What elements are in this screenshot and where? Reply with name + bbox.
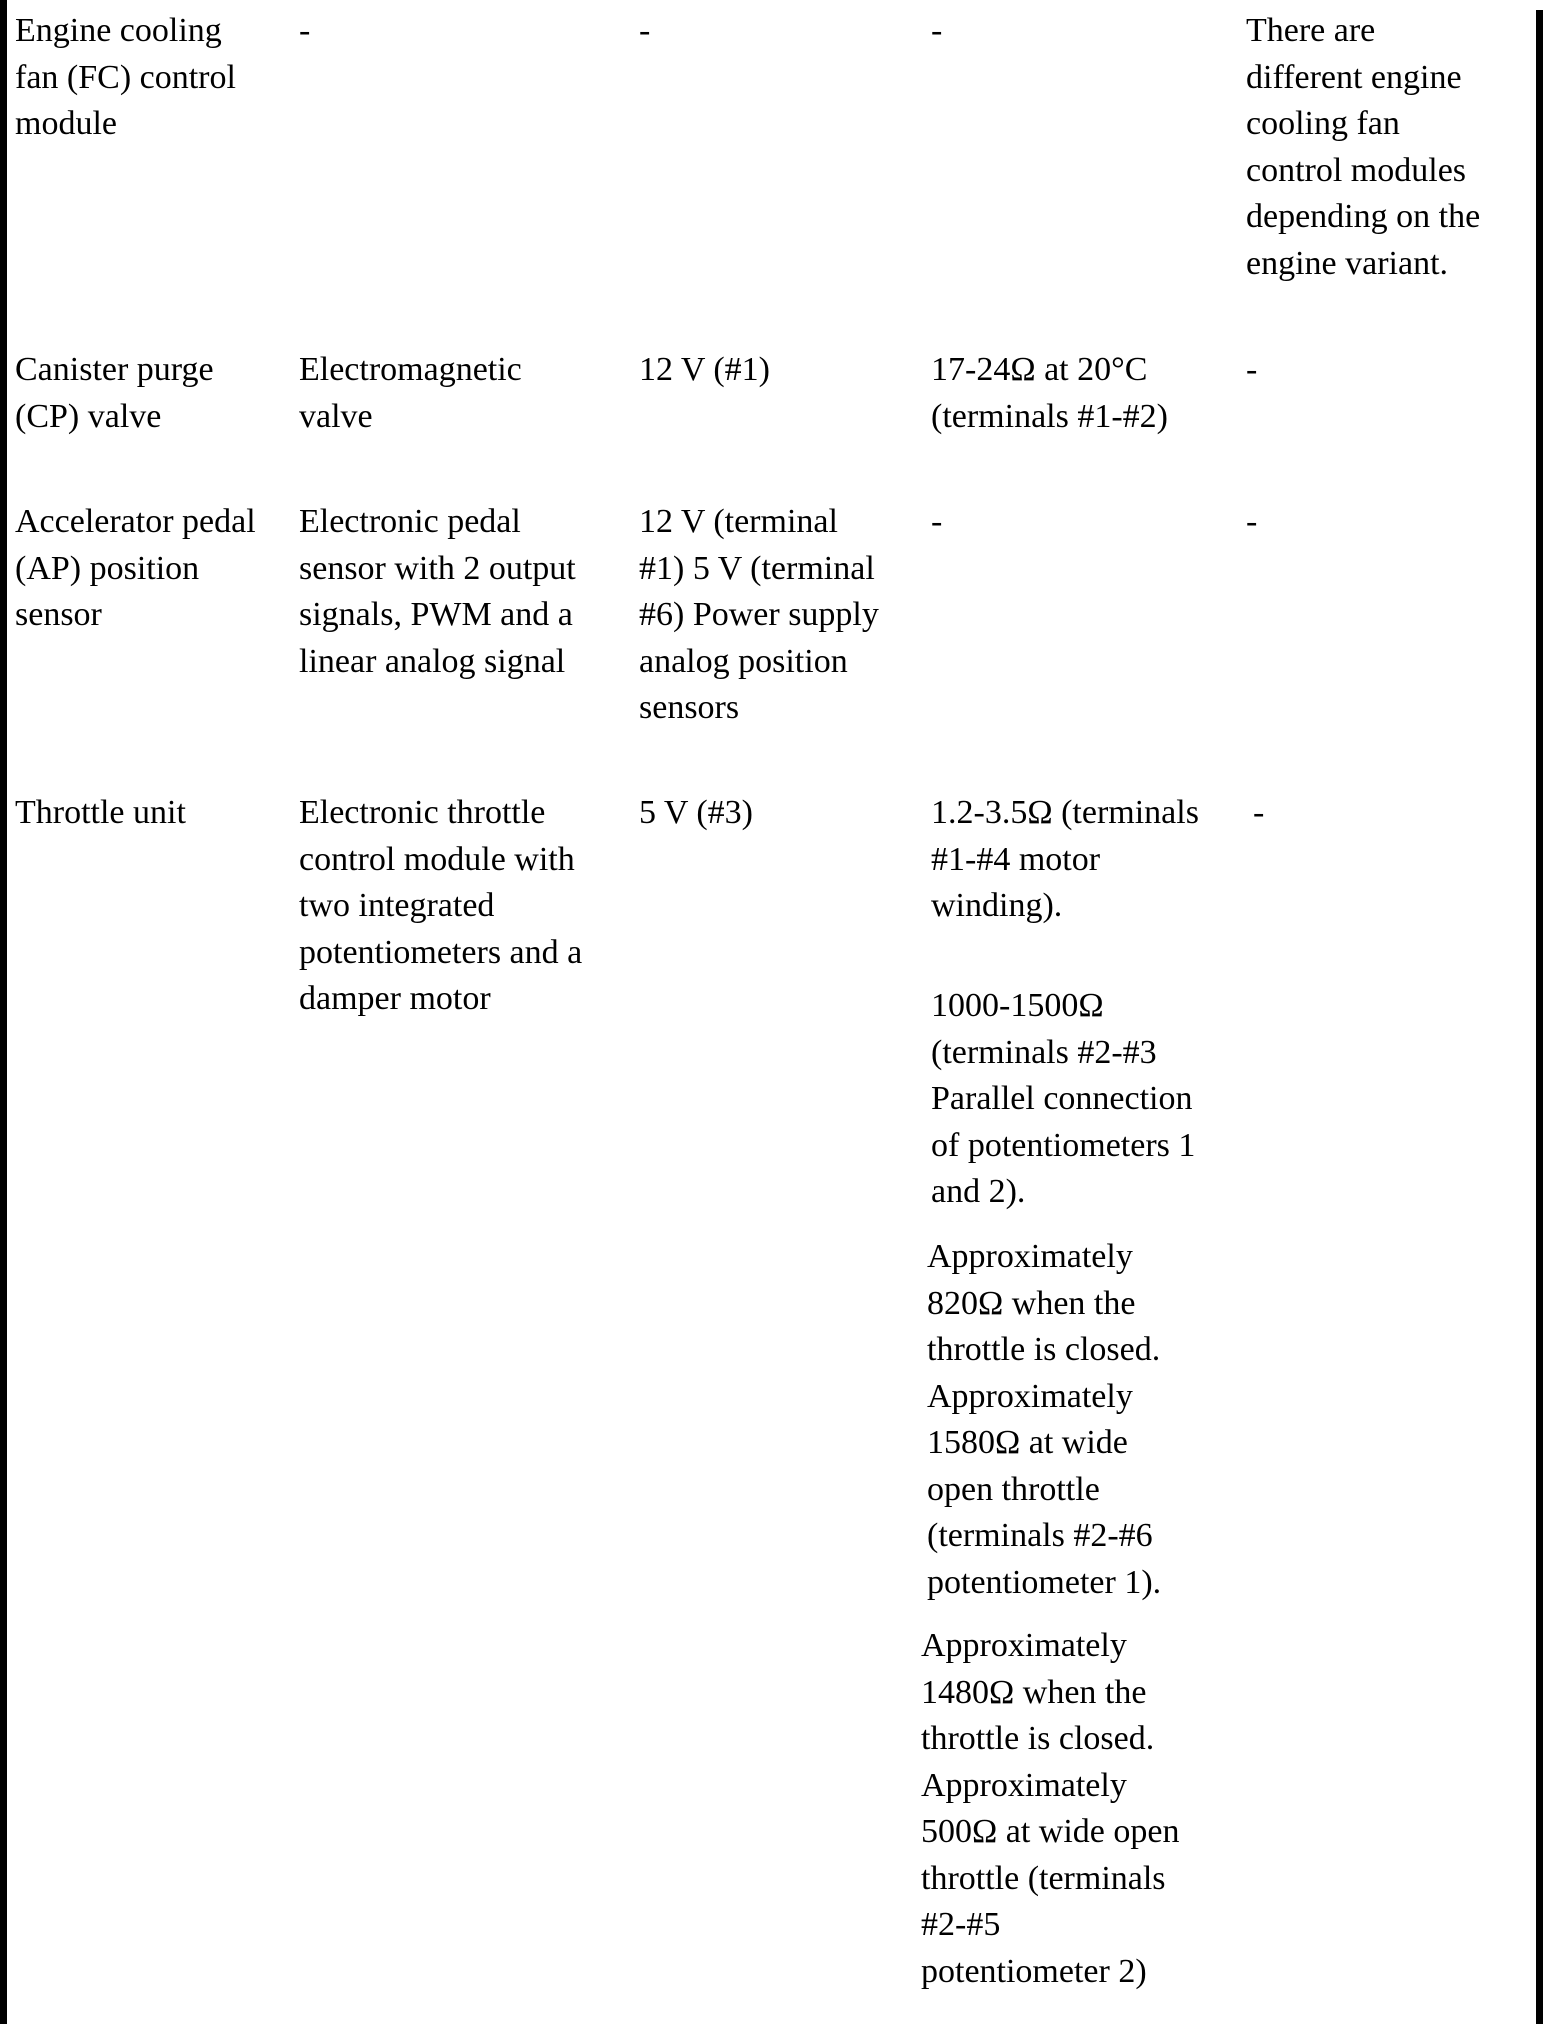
- cell-line: damper motor: [299, 980, 491, 1017]
- cell-line: -: [931, 503, 943, 540]
- cell-line: potentiometer 2): [921, 1952, 1147, 1990]
- cell-line: throttle is closed.: [921, 1720, 1155, 1757]
- cell-line: potentiometers and a: [299, 933, 583, 971]
- cell-line: Approximately: [927, 1238, 1133, 1275]
- cell-line: signals, PWM and a: [299, 596, 573, 633]
- cell-line: -: [931, 12, 943, 49]
- component-cell: [15, 790, 186, 837]
- supply-cell: [639, 790, 753, 837]
- cell-line: of potentiometers 1: [931, 1126, 1196, 1164]
- cell-line: cooling fan: [1246, 105, 1400, 142]
- component-cell: [15, 499, 256, 639]
- cell-line: -: [1246, 503, 1258, 540]
- cell-line: 12 V (terminal: [639, 503, 838, 540]
- cell-line: Electronic throttle: [299, 794, 546, 831]
- table-right-border: [1536, 10, 1543, 2024]
- cell-line: #1-#4 motor: [931, 840, 1101, 878]
- cell-line: potentiometer 1).: [927, 1563, 1162, 1601]
- cell-line: (terminals #2-#6: [927, 1517, 1153, 1554]
- resistance-block-potentiometer-1: [927, 1234, 1161, 1606]
- cell-line: sensor: [15, 596, 102, 633]
- cell-line: throttle is closed.: [927, 1331, 1161, 1368]
- notes-cell: [1253, 790, 1264, 837]
- cell-line: Engine cooling: [15, 12, 222, 49]
- cell-line: depending on the: [1246, 198, 1481, 235]
- type-cell: [299, 8, 310, 55]
- cell-line: #2-#5: [921, 1906, 1001, 1943]
- type-cell: [299, 347, 522, 440]
- cell-line: two integrated: [299, 887, 495, 924]
- cell-line: 500Ω at wide open: [921, 1813, 1180, 1850]
- supply-cell: [639, 499, 879, 732]
- cell-line: Parallel connection: [931, 1080, 1193, 1117]
- cell-line: (AP) position: [15, 549, 200, 587]
- cell-line: Approximately: [921, 1766, 1127, 1804]
- resistance-block-parallel: [931, 983, 1195, 1216]
- cell-line: open throttle: [927, 1470, 1100, 1508]
- cell-line: Canister purge: [15, 351, 214, 388]
- cell-line: and 2).: [931, 1173, 1026, 1210]
- cell-line: sensor with 2 output: [299, 549, 576, 587]
- cell-line: module: [15, 105, 117, 142]
- cell-line: (terminals #2-#3: [931, 1033, 1157, 1071]
- cell-line: 1480Ω when the: [921, 1673, 1147, 1711]
- cell-line: 12 V (#1): [639, 351, 770, 388]
- resistance-block-motor: [931, 790, 1199, 930]
- table-left-border: [0, 0, 7, 2024]
- cell-line: Accelerator pedal: [15, 503, 256, 540]
- notes-cell: [1246, 347, 1257, 394]
- cell-line: #1) 5 V (terminal: [639, 549, 875, 587]
- resistance-cell: [931, 8, 942, 55]
- cell-line: 1.2-3.5Ω (terminals: [931, 794, 1199, 831]
- cell-line: winding).: [931, 887, 1063, 924]
- cell-line: engine variant.: [1246, 244, 1449, 282]
- cell-line: analog position: [639, 642, 848, 680]
- cell-line: valve: [299, 397, 373, 435]
- cell-line: fan (FC) control: [15, 58, 236, 96]
- cell-line: There are: [1246, 12, 1376, 49]
- cell-line: sensors: [639, 689, 740, 726]
- component-cell: [15, 8, 236, 148]
- cell-line: linear analog signal: [299, 642, 566, 680]
- cell-line: control modules: [1246, 151, 1467, 189]
- cell-line: control module with: [299, 840, 575, 878]
- cell-line: 17-24Ω at 20°C: [931, 351, 1148, 388]
- cell-line: Throttle unit: [15, 794, 186, 831]
- type-cell: [299, 790, 582, 1023]
- cell-line: throttle (terminals: [921, 1859, 1166, 1897]
- cell-line: 1580Ω at wide: [927, 1424, 1128, 1461]
- notes-cell: [1246, 499, 1257, 546]
- cell-line: 1000-1500Ω: [931, 987, 1104, 1024]
- resistance-cell: [931, 347, 1168, 440]
- resistance-block-potentiometer-2: [921, 1623, 1180, 1995]
- resistance-cell: [931, 499, 942, 546]
- supply-cell: [639, 347, 770, 394]
- cell-line: Electronic pedal: [299, 503, 521, 540]
- cell-line: Approximately: [921, 1627, 1127, 1664]
- supply-cell: [639, 8, 650, 55]
- cell-line: Electromagnetic: [299, 351, 522, 388]
- cell-line: 5 V (#3): [639, 794, 753, 831]
- component-cell: [15, 347, 214, 440]
- notes-cell: [1246, 8, 1480, 287]
- cell-line: Approximately: [927, 1377, 1133, 1415]
- cell-line: 820Ω when the: [927, 1284, 1136, 1322]
- cell-line: #6) Power supply: [639, 596, 879, 633]
- type-cell: [299, 499, 576, 685]
- cell-line: different engine: [1246, 58, 1462, 96]
- cell-line: -: [1253, 794, 1265, 831]
- cell-line: -: [639, 12, 651, 49]
- cell-line: (CP) valve: [15, 397, 162, 435]
- cell-line: -: [299, 12, 311, 49]
- cell-line: (terminals #1-#2): [931, 397, 1168, 435]
- cell-line: -: [1246, 351, 1258, 388]
